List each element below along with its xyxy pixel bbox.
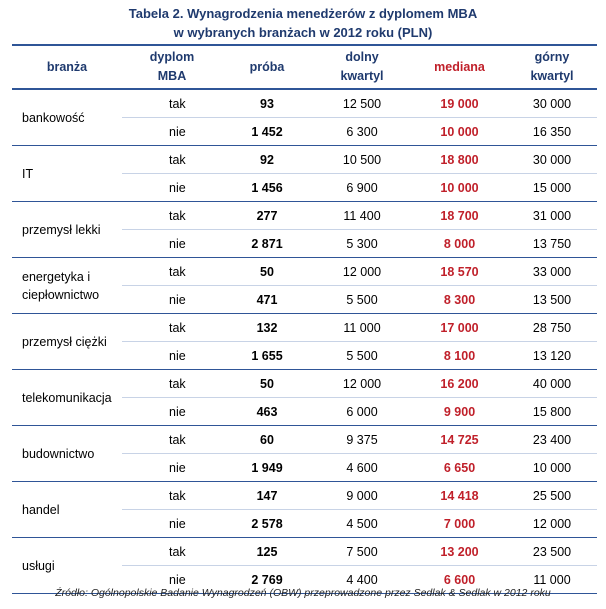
salary-table — [12, 44, 597, 594]
source-note: Źródło: Ogólnopolskie Badanie Wynagrodzeń (OBW) przeprowadzone przez Sedlak & Sedlak w 2012 roku — [55, 587, 551, 599]
cell-mediana: 19 000 — [440, 96, 479, 111]
cell-dolny-kwartyl: 6 000 — [346, 404, 378, 419]
table-row — [122, 285, 597, 313]
branch-name — [12, 426, 122, 481]
branch-name — [12, 202, 122, 257]
cell-dyplom: nie — [169, 516, 186, 531]
table-body — [12, 90, 597, 594]
branch-name-line: IT — [22, 166, 34, 181]
cell-proba: 277 — [256, 208, 278, 223]
table-row — [122, 258, 597, 285]
table-row — [122, 202, 597, 229]
cell-gorny-kwartyl: 13 120 — [532, 348, 572, 363]
cell-dolny-kwartyl: 10 500 — [342, 152, 382, 167]
branch-name — [12, 482, 122, 537]
header-proba: próba — [249, 59, 285, 74]
branch-group — [12, 258, 597, 314]
table-row — [122, 509, 597, 537]
cell-proba: 2 578 — [251, 516, 283, 531]
cell-proba: 50 — [260, 264, 274, 279]
cell-dyplom: tak — [169, 208, 186, 223]
cell-dolny-kwartyl: 4 500 — [346, 516, 378, 531]
cell-dolny-kwartyl: 4 400 — [346, 572, 378, 587]
cell-mediana: 9 900 — [443, 404, 476, 419]
cell-dyplom: nie — [169, 292, 186, 307]
cell-proba: 92 — [260, 152, 274, 167]
cell-dolny-kwartyl: 11 400 — [343, 208, 381, 223]
cell-dolny-kwartyl: 6 300 — [346, 124, 378, 139]
cell-dolny-kwartyl: 5 300 — [346, 236, 378, 251]
cell-gorny-kwartyl: 13 500 — [532, 292, 572, 307]
cell-dolny-kwartyl: 9 000 — [346, 488, 378, 503]
header-branza: branża — [46, 59, 88, 74]
cell-mediana: 10 000 — [440, 180, 479, 195]
table-header — [12, 46, 597, 90]
cell-proba: 1 949 — [251, 460, 283, 475]
branch-group — [12, 314, 597, 370]
table-row — [122, 341, 597, 369]
cell-gorny-kwartyl: 23 500 — [532, 544, 572, 559]
cell-gorny-kwartyl: 23 400 — [532, 432, 572, 447]
cell-gorny-kwartyl: 10 000 — [532, 460, 572, 475]
cell-dyplom: tak — [169, 152, 186, 167]
cell-proba: 147 — [256, 488, 278, 503]
cell-mediana: 6 650 — [443, 460, 476, 475]
cell-dolny-kwartyl: 12 000 — [342, 264, 382, 279]
cell-dolny-kwartyl: 6 900 — [346, 180, 378, 195]
branch-name-line: telekomunikacja — [22, 390, 112, 405]
branch-name-line: bankowość — [22, 110, 85, 125]
cell-proba: 93 — [260, 96, 274, 111]
table-row — [122, 117, 597, 145]
table-row — [122, 397, 597, 425]
cell-mediana: 17 000 — [440, 320, 479, 335]
cell-mediana: 10 000 — [440, 124, 479, 139]
table-row — [122, 173, 597, 201]
title-line-2: w wybranych branżach w 2012 roku (PLN) — [173, 25, 433, 40]
cell-mediana: 18 800 — [440, 152, 479, 167]
header-dolny: dolny kwartyl — [340, 50, 384, 83]
cell-gorny-kwartyl: 30 000 — [532, 152, 572, 167]
cell-proba: 471 — [256, 292, 278, 307]
branch-name — [12, 146, 122, 201]
branch-name — [12, 538, 122, 593]
cell-dyplom: nie — [169, 460, 186, 475]
table-row — [122, 538, 597, 565]
cell-gorny-kwartyl: 11 000 — [533, 572, 571, 587]
cell-dolny-kwartyl: 9 375 — [346, 432, 378, 447]
cell-mediana: 6 600 — [443, 572, 476, 587]
cell-mediana: 18 700 — [440, 208, 479, 223]
cell-proba: 1 456 — [251, 180, 283, 195]
cell-dolny-kwartyl: 5 500 — [346, 348, 378, 363]
cell-mediana: 8 000 — [443, 236, 476, 251]
cell-proba: 2 769 — [251, 572, 283, 587]
cell-dyplom: nie — [169, 572, 186, 587]
header-mediana: mediana — [434, 59, 485, 74]
cell-gorny-kwartyl: 16 350 — [532, 124, 572, 139]
cell-proba: 50 — [260, 376, 274, 391]
cell-dyplom: nie — [169, 180, 186, 195]
branch-name-line: przemysł ciężki — [22, 334, 107, 349]
cell-dolny-kwartyl: 11 000 — [343, 320, 381, 335]
cell-dyplom: tak — [169, 544, 186, 559]
branch-name-line: usługi — [22, 558, 55, 573]
cell-proba: 132 — [256, 320, 278, 335]
cell-gorny-kwartyl: 15 800 — [532, 404, 572, 419]
cell-gorny-kwartyl: 13 750 — [532, 236, 572, 251]
cell-dolny-kwartyl: 12 000 — [342, 376, 382, 391]
table-row — [122, 229, 597, 257]
branch-group — [12, 90, 597, 146]
cell-mediana: 8 300 — [443, 292, 476, 307]
cell-dyplom: nie — [169, 404, 186, 419]
table-row — [122, 370, 597, 397]
cell-dyplom: tak — [169, 96, 186, 111]
branch-name — [12, 90, 122, 145]
branch-group — [12, 146, 597, 202]
cell-gorny-kwartyl: 12 000 — [532, 516, 572, 531]
cell-proba: 1 452 — [251, 124, 283, 139]
cell-mediana: 7 000 — [443, 516, 476, 531]
cell-gorny-kwartyl: 40 000 — [532, 376, 572, 391]
cell-gorny-kwartyl: 25 500 — [532, 488, 572, 503]
cell-dolny-kwartyl: 7 500 — [346, 544, 378, 559]
title-line-1: Tabela 2. Wynagrodzenia menedżerów z dyplomem MBA — [128, 6, 478, 21]
cell-dyplom: nie — [169, 348, 186, 363]
branch-group — [12, 202, 597, 258]
branch-name-line: przemysł lekki — [22, 222, 101, 237]
cell-mediana: 13 200 — [440, 544, 479, 559]
cell-gorny-kwartyl: 15 000 — [532, 180, 572, 195]
cell-gorny-kwartyl: 33 000 — [532, 264, 572, 279]
cell-dyplom: tak — [169, 376, 186, 391]
cell-proba: 2 871 — [251, 236, 283, 251]
table-row — [122, 482, 597, 509]
branch-name-line: ciepłownictwo — [22, 287, 100, 302]
cell-mediana: 8 100 — [443, 348, 476, 363]
cell-dolny-kwartyl: 12 500 — [342, 96, 382, 111]
branch-group — [12, 538, 597, 594]
cell-mediana: 18 570 — [440, 264, 479, 279]
table-row — [122, 90, 597, 117]
cell-gorny-kwartyl: 28 750 — [532, 320, 572, 335]
cell-dyplom: tak — [169, 432, 186, 447]
header-dyplom: dyplom MBA — [149, 50, 195, 83]
cell-proba: 1 655 — [251, 348, 283, 363]
table-title — [0, 4, 606, 42]
branch-name — [12, 314, 122, 369]
cell-dolny-kwartyl: 5 500 — [346, 292, 378, 307]
cell-mediana: 14 418 — [440, 488, 479, 503]
branch-group — [12, 482, 597, 538]
cell-dolny-kwartyl: 4 600 — [346, 460, 378, 475]
branch-name — [12, 258, 122, 313]
header-gorny: górny kwartyl — [530, 50, 574, 83]
table-row — [122, 146, 597, 173]
cell-dyplom: tak — [169, 320, 186, 335]
cell-mediana: 16 200 — [440, 376, 479, 391]
cell-gorny-kwartyl: 30 000 — [532, 96, 572, 111]
cell-proba: 60 — [260, 432, 274, 447]
table-row — [122, 314, 597, 341]
cell-mediana: 14 725 — [440, 432, 479, 447]
cell-dyplom: nie — [169, 124, 186, 139]
cell-dyplom: tak — [169, 264, 186, 279]
table-row — [122, 453, 597, 481]
table-row — [122, 426, 597, 453]
branch-name-line: energetyka i — [22, 269, 91, 284]
branch-group — [12, 370, 597, 426]
cell-proba: 463 — [256, 404, 278, 419]
branch-name — [12, 370, 122, 425]
cell-proba: 125 — [256, 544, 278, 559]
cell-dyplom: tak — [169, 488, 186, 503]
branch-name-line: handel — [22, 502, 60, 517]
cell-dyplom: nie — [169, 236, 186, 251]
branch-group — [12, 426, 597, 482]
cell-gorny-kwartyl: 31 000 — [532, 208, 572, 223]
branch-name-line: budownictwo — [22, 446, 95, 461]
